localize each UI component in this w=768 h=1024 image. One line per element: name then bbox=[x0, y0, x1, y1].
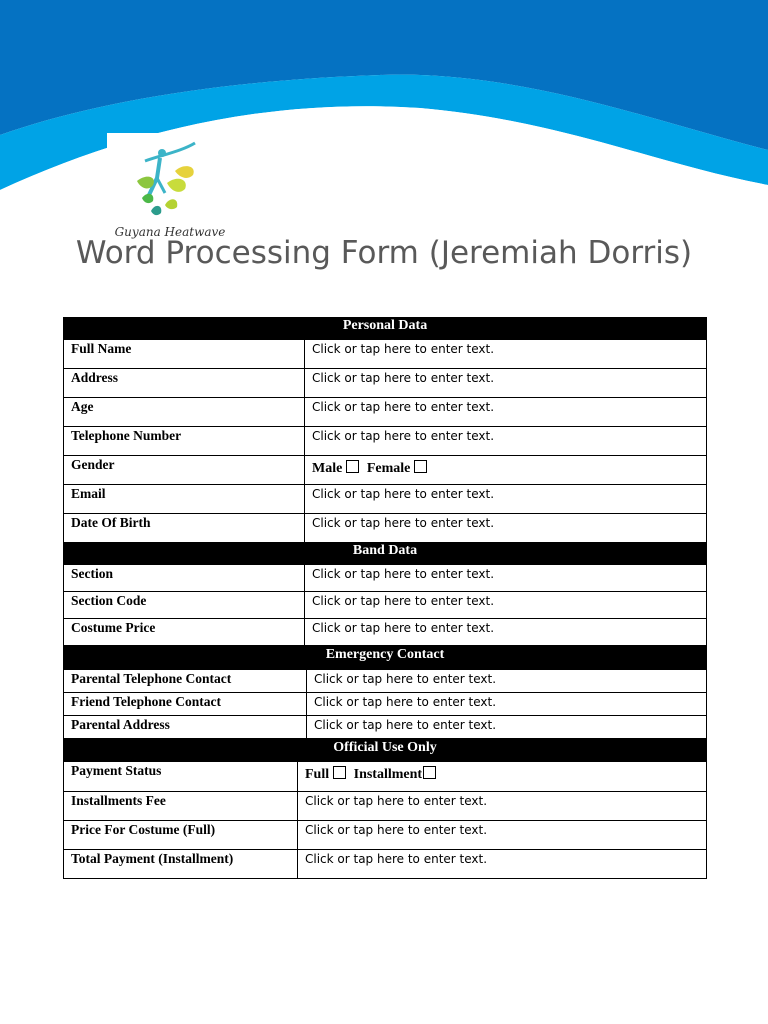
row-label: Installments Fee bbox=[64, 792, 298, 821]
parental-telephone-field[interactable]: Click or tap here to enter text. bbox=[307, 670, 707, 693]
age-field[interactable]: Click or tap here to enter text. bbox=[305, 398, 707, 427]
form-row bbox=[64, 427, 707, 456]
form-row bbox=[64, 821, 707, 850]
row-label: Price For Costume (Full) bbox=[64, 821, 298, 850]
form-row bbox=[64, 340, 707, 369]
row-label: Section bbox=[64, 565, 305, 592]
row-label: Gender bbox=[64, 456, 305, 485]
row-label: Date Of Birth bbox=[64, 514, 305, 543]
option-label: Male bbox=[312, 461, 343, 476]
page-title: Word Processing Form (Jeremiah Dorris) bbox=[75, 235, 693, 271]
row-label: Age bbox=[64, 398, 305, 427]
address-field[interactable]: Click or tap here to enter text. bbox=[305, 369, 707, 398]
svg-text:Guyana Heatwave: Guyana Heatwave bbox=[114, 225, 226, 239]
date-of-birth-field[interactable]: Click or tap here to enter text. bbox=[305, 514, 707, 543]
total-payment-field[interactable]: Click or tap here to enter text. bbox=[298, 850, 707, 879]
friend-telephone-field[interactable]: Click or tap here to enter text. bbox=[307, 693, 707, 716]
official-use-table bbox=[63, 739, 707, 879]
option-label: Installment bbox=[353, 767, 423, 782]
costume-price-field[interactable]: Click or tap here to enter text. bbox=[305, 619, 707, 646]
form-row bbox=[64, 369, 707, 398]
dancer-logo-icon bbox=[107, 133, 233, 243]
gender-options bbox=[305, 456, 707, 485]
email-field[interactable]: Click or tap here to enter text. bbox=[305, 485, 707, 514]
form-row bbox=[64, 398, 707, 427]
form-row bbox=[64, 693, 707, 716]
installments-fee-field[interactable]: Click or tap here to enter text. bbox=[298, 792, 707, 821]
row-label: Costume Price bbox=[64, 619, 305, 646]
form-row bbox=[64, 670, 707, 693]
telephone-field[interactable]: Click or tap here to enter text. bbox=[305, 427, 707, 456]
form-row bbox=[64, 514, 707, 543]
row-label: Full Name bbox=[64, 340, 305, 369]
payment-status-options bbox=[298, 762, 707, 792]
form-row bbox=[64, 565, 707, 592]
row-label: Parental Telephone Contact bbox=[64, 670, 307, 693]
male-checkbox[interactable] bbox=[346, 460, 359, 473]
row-label: Section Code bbox=[64, 592, 305, 619]
row-label: Address bbox=[64, 369, 305, 398]
option-label: Female bbox=[366, 461, 411, 476]
full-checkbox[interactable] bbox=[333, 766, 346, 779]
section-code-field[interactable]: Click or tap here to enter text. bbox=[305, 592, 707, 619]
full-name-field[interactable]: Click or tap here to enter text. bbox=[305, 340, 707, 369]
emergency-table bbox=[63, 646, 707, 739]
form-row bbox=[64, 456, 707, 485]
parental-address-field[interactable]: Click or tap here to enter text. bbox=[307, 716, 707, 739]
row-label: Telephone Number bbox=[64, 427, 305, 456]
section-header-band: Band Data bbox=[64, 543, 707, 565]
section-header-emergency: Emergency Contact bbox=[64, 647, 707, 670]
row-label: Parental Address bbox=[64, 716, 307, 739]
form-row bbox=[64, 762, 707, 792]
row-label: Friend Telephone Contact bbox=[64, 693, 307, 716]
row-label: Email bbox=[64, 485, 305, 514]
form-row bbox=[64, 485, 707, 514]
section-header-official: Official Use Only bbox=[64, 740, 707, 762]
section-header-personal: Personal Data bbox=[64, 318, 707, 340]
form-row bbox=[64, 850, 707, 879]
installment-checkbox[interactable] bbox=[423, 766, 436, 779]
form-row bbox=[64, 792, 707, 821]
price-for-costume-field[interactable]: Click or tap here to enter text. bbox=[298, 821, 707, 850]
logo bbox=[107, 133, 233, 243]
form-row bbox=[64, 716, 707, 739]
female-checkbox[interactable] bbox=[414, 460, 427, 473]
form-row bbox=[64, 592, 707, 619]
personal-band-table bbox=[63, 317, 707, 646]
row-label: Total Payment (Installment) bbox=[64, 850, 298, 879]
form-row bbox=[64, 619, 707, 646]
row-label: Payment Status bbox=[64, 762, 298, 792]
option-label: Full bbox=[305, 767, 330, 782]
section-field[interactable]: Click or tap here to enter text. bbox=[305, 565, 707, 592]
